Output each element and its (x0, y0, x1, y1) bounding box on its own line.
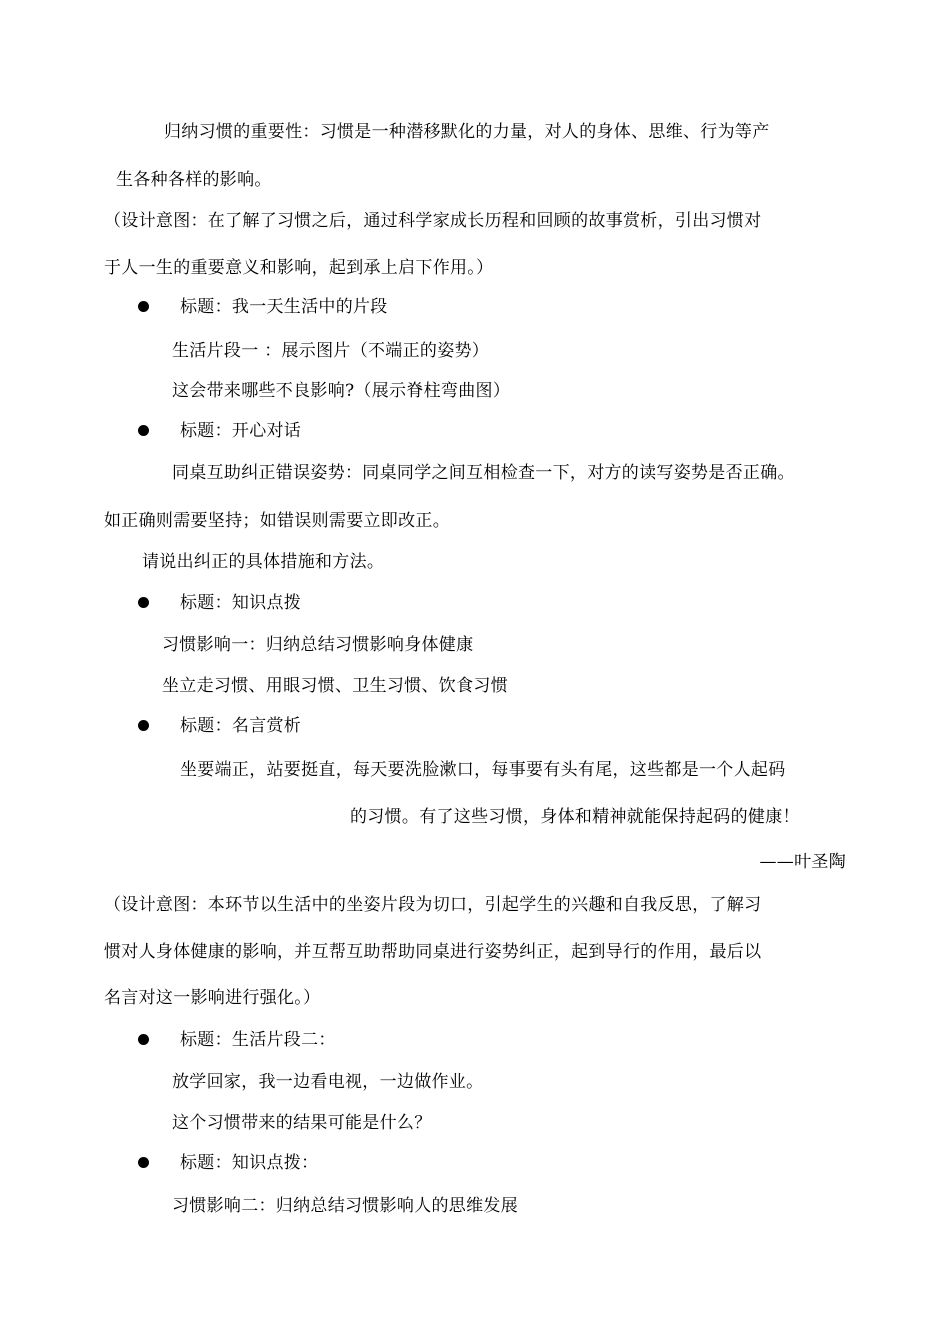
design-note-line: （设计意图：在了解了习惯之后，通过科学家成长历程和回顾的故事赏析，引出习惯对 (104, 211, 762, 231)
section-line: 同桌互助纠正错误姿势：同桌同学之间互相检查一下，对方的读写姿势是否正确。 (172, 463, 795, 483)
quote-line: 的习惯。有了这些习惯，身体和精神就能保持起码的健康！ (350, 807, 800, 827)
bullet-icon (138, 301, 149, 312)
section-title: 标题：知识点拨： (180, 1153, 319, 1173)
design-note-line: 名言对这一影响进行强化。） (104, 988, 321, 1008)
design-note-line: （设计意图：本环节以生活中的坐姿片段为切口，引起学生的兴趣和自我反思，了解习 (104, 895, 762, 915)
section-line: 请说出纠正的具体措施和方法。 (142, 552, 385, 572)
quote-author: ——叶圣陶 (759, 852, 846, 872)
bullet-icon (138, 1157, 149, 1168)
section-line: 坐立走习惯、用眼习惯、卫生习惯、饮食习惯 (162, 676, 508, 696)
section-title: 标题：开心对话 (180, 421, 302, 441)
paragraph-line: 生各种各样的影响。 (116, 170, 272, 190)
design-note-line: 惯对人身体健康的影响，并互帮互助帮助同桌进行姿势纠正，起到导行的作用，最后以 (104, 942, 762, 962)
bullet-icon (138, 597, 149, 608)
section-title: 标题：生活片段二： (180, 1030, 336, 1050)
section-line: 这个习惯带来的结果可能是什么？ (172, 1113, 432, 1133)
section-line: 习惯影响二：归纳总结习惯影响人的思维发展 (172, 1196, 518, 1216)
bullet-icon (138, 1034, 149, 1045)
paragraph-line: 归纳习惯的重要性：习惯是一种潜移默化的力量，对人的身体、思维、行为等产 (164, 122, 770, 142)
section-title: 标题：我一天生活中的片段 (180, 297, 388, 317)
section-line: 生活片段一 ：展示图片（不端正的姿势） (172, 341, 490, 361)
quote-line: 坐要端正，站要挺直，每天要洗脸漱口，每事要有头有尾，这些都是一个人起码 (180, 760, 786, 780)
bullet-icon (138, 425, 149, 436)
section-line: 如正确则需要坚持；如错误则需要立即改正。 (104, 511, 450, 531)
section-line: 这会带来哪些不良影响?（展示脊柱弯曲图） (172, 381, 511, 401)
design-note-line: 于人一生的重要意义和影响，起到承上启下作用。） (104, 258, 494, 278)
section-title: 标题：名言赏析 (180, 716, 302, 736)
bullet-icon (138, 720, 149, 731)
section-line: 习惯影响一：归纳总结习惯影响身体健康 (162, 635, 474, 655)
section-line: 放学回家，我一边看电视，一边做作业。 (172, 1072, 484, 1092)
section-title: 标题：知识点拨 (180, 593, 302, 613)
